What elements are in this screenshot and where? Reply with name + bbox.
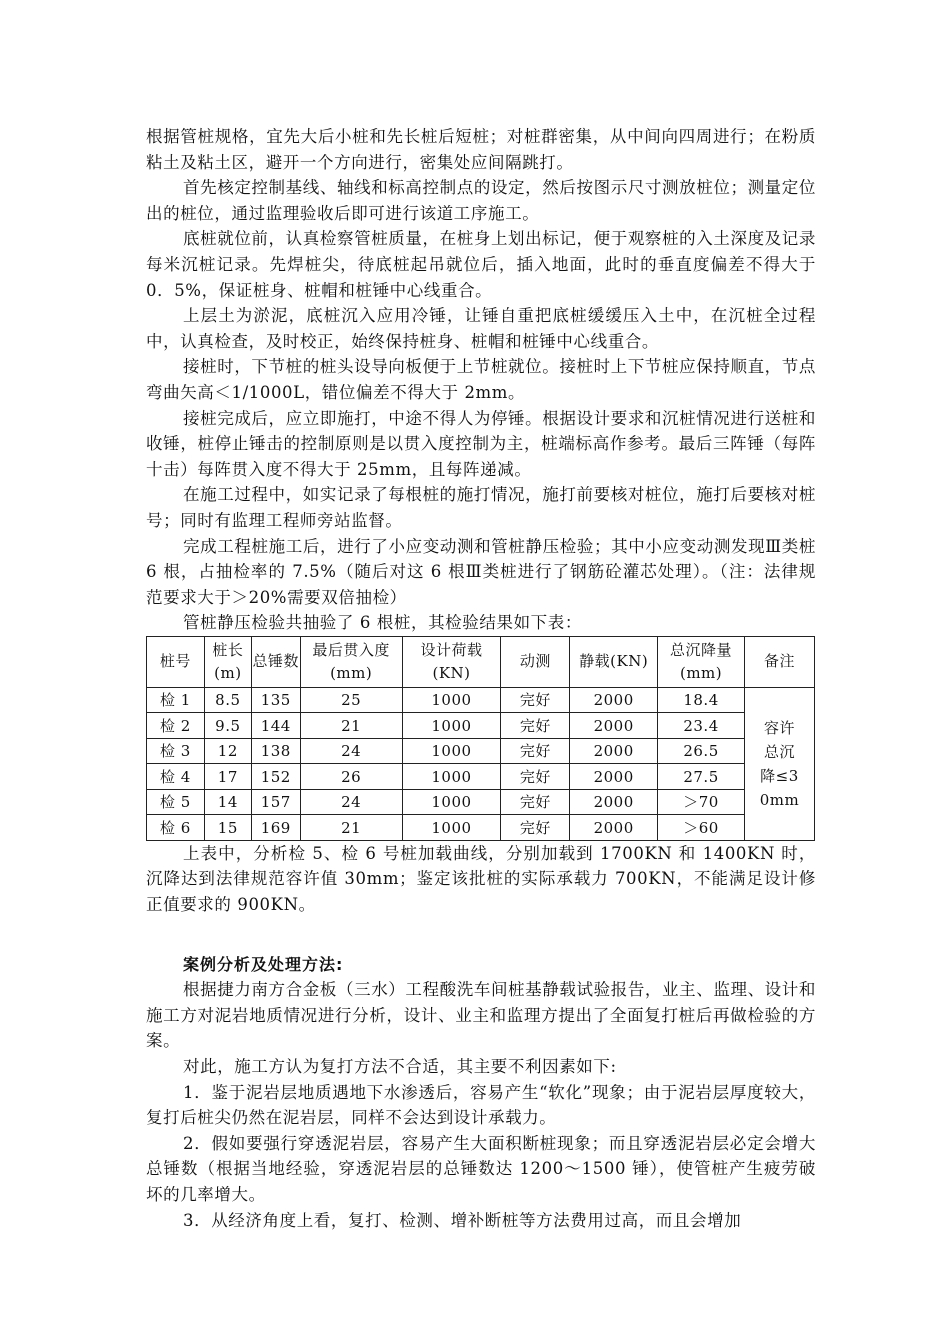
- table-cell: 144: [251, 713, 300, 739]
- table-cell: 2000: [570, 713, 658, 739]
- paragraph: 上层土为淤泥，底桩沉入应用冷锤，让锤自重把底桩缓缓压入土中，在沉桩全过程中，认真检查，及时校正，始终保持桩身、桩帽和桩锤中心线重合。: [146, 306, 816, 351]
- table-row: [147, 764, 815, 790]
- table-cell: 18.4: [658, 687, 745, 713]
- document-page: [146, 124, 816, 1233]
- table-cell: 检 6: [147, 815, 205, 841]
- table-cell: 完好: [501, 789, 570, 815]
- paragraph: 接桩完成后，应立即施打，中途不得人为停锤。根据设计要求和沉桩情况进行送桩和收锤，桩停止锤击的控制原则是以贯入度控制为主，桩端标高作参考。最后三阵锤（每阵十击）每阵贯入度不得大于 25mm，且每阵递减。: [146, 408, 816, 479]
- header-cell: 总锤数: [251, 636, 300, 687]
- paragraph: 上表中，分析检 5、检 6 号桩加载曲线，分别加载到 1700KN 和 1400KN 时，沉降达到法律规范容许值 30mm；鉴定该批桩的实际承载力 700KN，不能满足设计修正值要求的 900KN。: [146, 843, 816, 915]
- table-cell: 1000: [402, 789, 501, 815]
- table-cell: 完好: [501, 738, 570, 764]
- table-cell: 检 4: [147, 764, 205, 790]
- table-cell: 2000: [570, 789, 658, 815]
- table-cell: 检 3: [147, 738, 205, 764]
- table-row: [147, 687, 815, 713]
- remark-cell: [744, 687, 814, 840]
- table-row: [147, 738, 815, 764]
- table-cell: 完好: [501, 815, 570, 841]
- table-cell: 135: [251, 687, 300, 713]
- table-cell: 21: [300, 815, 402, 841]
- table-cell: 2000: [570, 687, 658, 713]
- table-cell: 21: [300, 713, 402, 739]
- pile-test-table: [146, 636, 815, 841]
- table-cell: 24: [300, 738, 402, 764]
- table-cell: 14: [204, 789, 251, 815]
- table-cell: 17: [204, 764, 251, 790]
- table-row: [147, 713, 815, 739]
- list-item: 1．鉴于泥岩层地质遇地下水渗透后，容易产生“软化”现象；由于泥岩层厚度较大，复打后桩尖仍然在泥岩层，同样不会达到设计承载力。: [146, 1082, 816, 1128]
- table-cell: 152: [251, 764, 300, 790]
- remark-text: 容许总沉降≤30mm: [759, 718, 800, 809]
- table-cell: 23.4: [658, 713, 745, 739]
- table-cell: 检 1: [147, 687, 205, 713]
- paragraph: 首先核定控制基线、轴线和标高控制点的设定，然后按图示尺寸测放桩位；测量定位出的桩位，通过监理验收后即可进行该道工序施工。: [146, 178, 816, 223]
- section-heading: 案例分析及处理方法:: [183, 954, 344, 974]
- header-cell: 桩号: [147, 636, 205, 687]
- header-cell: 动测: [501, 636, 570, 687]
- table-row: [147, 815, 815, 841]
- table-cell: 27.5: [658, 764, 745, 790]
- paragraph: 根据捷力南方合金板（三水）工程酸洗车间桩基静载试验报告，业主、监理、设计和施工方对泥岩地质情况进行分析，设计、业主和监理方提出了全面复打桩后再做检验的方案。: [146, 980, 816, 1051]
- table-cell: 26.5: [658, 738, 745, 764]
- table-cell: 2000: [570, 764, 658, 790]
- table-cell: 169: [251, 815, 300, 841]
- table-cell: 25: [300, 687, 402, 713]
- header-cell: 备注: [744, 636, 814, 687]
- table-cell: 检 5: [147, 789, 205, 815]
- table-cell: 检 2: [147, 713, 205, 739]
- table-caption: 管桩静压检验共抽验了 6 根桩，其检验结果如下表：: [183, 613, 582, 633]
- table-cell: 2000: [570, 738, 658, 764]
- paragraph: 根据管桩规格，宜先大后小桩和先长桩后短桩；对桩群密集，从中间向四周进行；在粉质粘土及粘土区，避开一个方向进行，密集处应间隔跳打。: [146, 127, 816, 172]
- table-cell: 8.5: [204, 687, 251, 713]
- table-cell: 1000: [402, 764, 501, 790]
- table-header-row: [147, 636, 815, 687]
- header-cell: 设计荷载(KN): [402, 636, 501, 687]
- table-cell: 138: [251, 738, 300, 764]
- table-cell: 24: [300, 789, 402, 815]
- table-cell: ＞70: [658, 789, 745, 815]
- table-cell: 15: [204, 815, 251, 841]
- header-cell: 静载(KN): [570, 636, 658, 687]
- paragraph: 底桩就位前，认真检察管桩质量，在桩身上划出标记，便于观察桩的入土深度及记录每米沉桩记录。先焊桩尖，待底桩起吊就位后，插入地面，此时的垂直度偏差不得大于 0．5%，保证桩身、桩帽和桩锤中心线重合。: [146, 229, 816, 300]
- table-row: [147, 789, 815, 815]
- table-cell: 157: [251, 789, 300, 815]
- paragraph: 在施工过程中，如实记录了每根桩的施打情况，施打前要核对桩位，施打后要核对桩号；同时有监理工程师旁站监督。: [146, 485, 816, 530]
- table-cell: 2000: [570, 815, 658, 841]
- table-cell: 1000: [402, 815, 501, 841]
- header-cell: 桩长(m): [204, 636, 251, 687]
- table-cell: ＞60: [658, 815, 745, 841]
- table-cell: 完好: [501, 687, 570, 713]
- table-cell: 26: [300, 764, 402, 790]
- spacer: [146, 918, 816, 952]
- table-cell: 1000: [402, 738, 501, 764]
- header-cell: 最后贯入度(mm): [300, 636, 402, 687]
- header-cell: 总沉降量(mm): [658, 636, 745, 687]
- paragraph: 对此，施工方认为复打方法不合适，其主要不利因素如下:: [183, 1057, 617, 1077]
- table-cell: 9.5: [204, 713, 251, 739]
- paragraph: 接桩时，下节桩的桩头设导向板便于上节桩就位。接桩时上下节桩应保持顺直，节点弯曲矢高＜1/1000L，错位偏差不得大于 2mm。: [146, 357, 816, 402]
- paragraph: 完成工程桩施工后，进行了小应变动测和管桩静压检验；其中小应变动测发现Ⅲ类桩 6 根，占抽检率的 7.5%（随后对这 6 根Ⅲ类桩进行了钢筋砼灌芯处理）。（注：法律规范要求大于＞20%需要双倍抽检）: [146, 536, 816, 607]
- table-cell: 1000: [402, 713, 501, 739]
- table-cell: 1000: [402, 687, 501, 713]
- table-cell: 完好: [501, 764, 570, 790]
- table-cell: 12: [204, 738, 251, 764]
- table-cell: 完好: [501, 713, 570, 739]
- list-item: 2．假如要强行穿透泥岩层，容易产生大面积断桩现象；而且穿透泥岩层必定会增大总锤数（根据当地经验，穿透泥岩层的总锤数达 1200～1500 锤），使管桩产生疲劳破坏的几率增大。: [146, 1133, 816, 1204]
- list-item: 3．从经济角度上看，复打、检测、增补断桩等方法费用过高，而且会增加: [183, 1210, 742, 1230]
